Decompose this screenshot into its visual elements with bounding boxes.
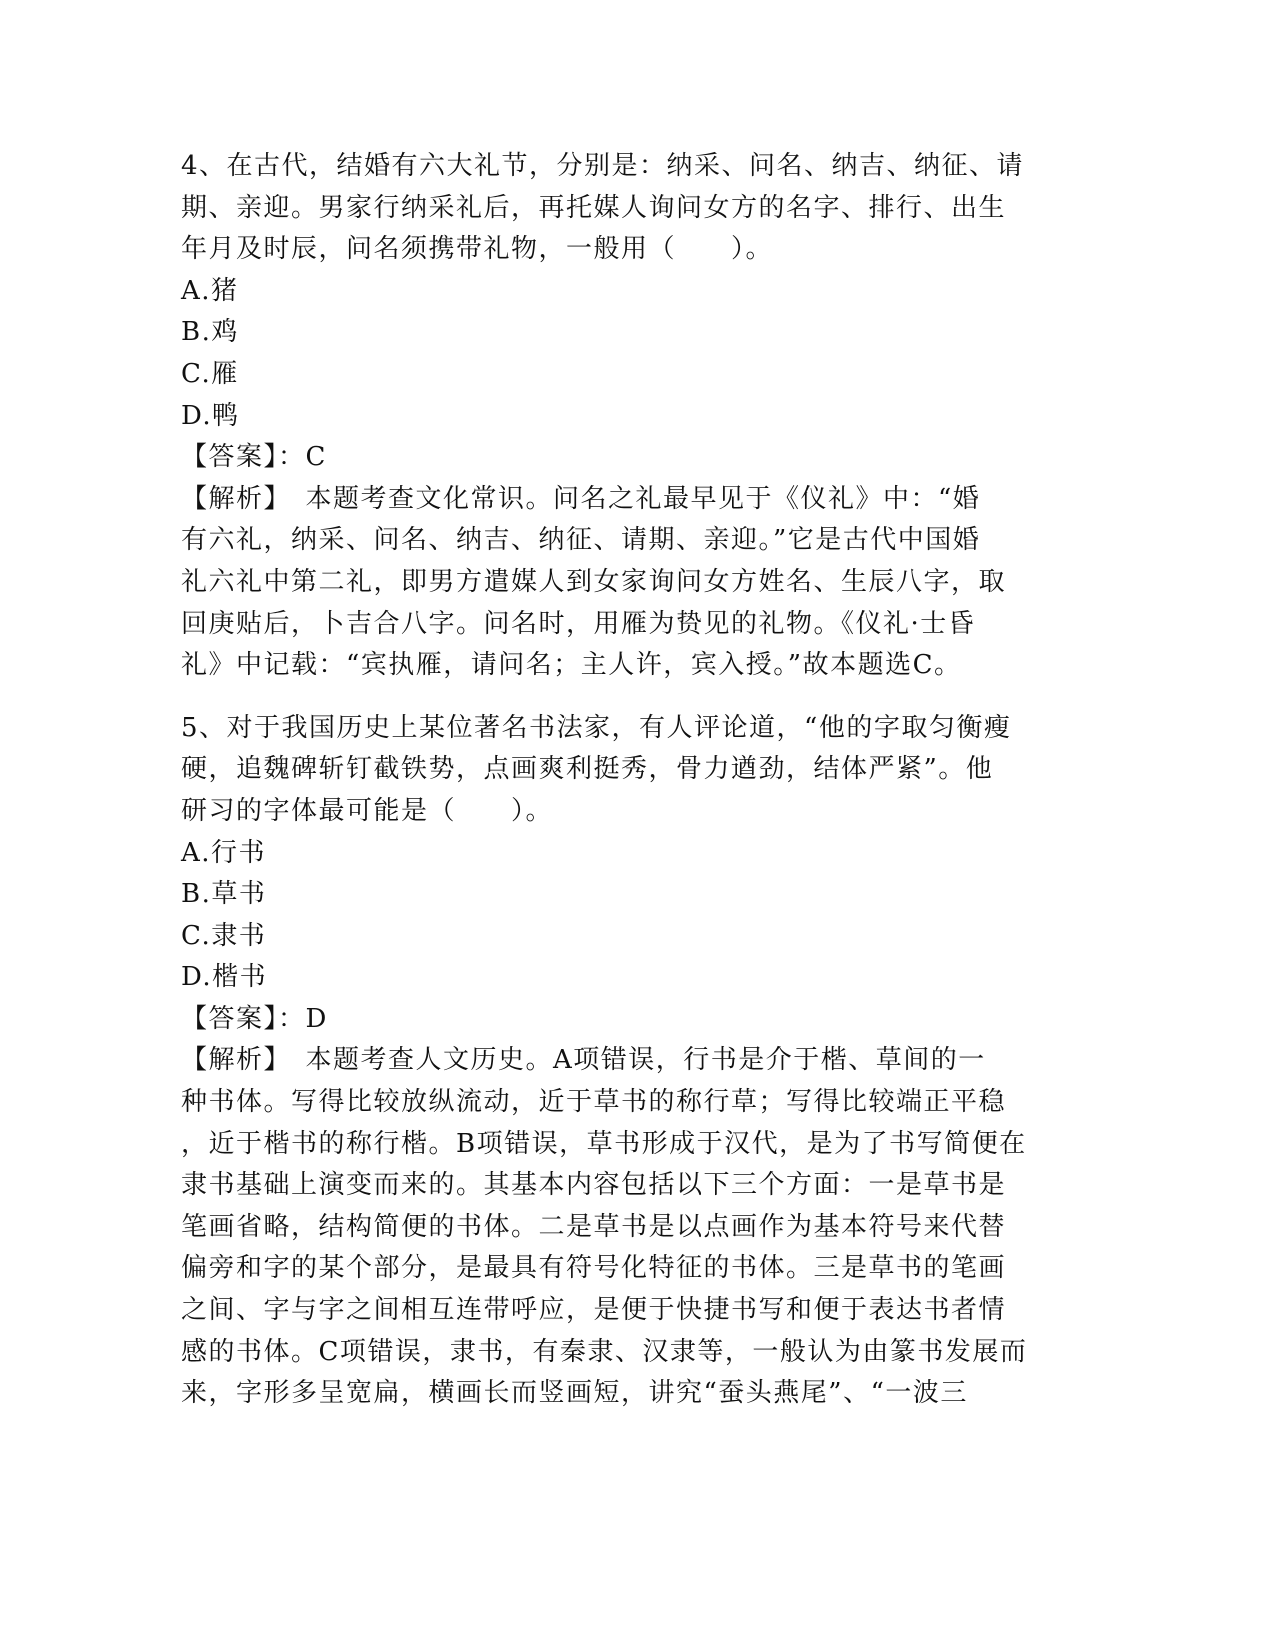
question-stem: 期、亲迎。男家行纳采礼后，再托媒人询问女方的名字、排行、出生 (181, 192, 1007, 223)
option-c: C.雁 (181, 358, 239, 389)
question-stem: 4、在古代，结婚有六大礼节，分别是：纳采、问名、纳吉、纳征、请 (181, 151, 1025, 181)
question-stem: 5、对于我国历史上某位著名书法家，有人评论道，“他的字取匀衡瘦 (181, 712, 1012, 743)
question-5 (181, 708, 1041, 1415)
question-4 (181, 146, 1041, 687)
analysis-line: 礼》中记载：“宾执雁，请问名；主人许，宾入授。”故本题选C。 (181, 650, 962, 681)
analysis-line: 种书体。写得比较放纵流动，近于草书的称行草；写得比较端正平稳 (181, 1087, 1007, 1118)
option-b: B.鸡 (181, 317, 239, 348)
analysis-line: 感的书体。C项错误，隶书，有秦隶、汉隶等，一般认为由篆书发展而 (181, 1336, 1028, 1367)
analysis-line: 偏旁和字的某个部分，是最具有符号化特征的书体。三是草书的笔画 (181, 1253, 1007, 1284)
option-a: A.猪 (181, 275, 239, 306)
analysis-line: 【解析】 本题考查人文历史。A项错误，行书是介于楷、草间的一 (181, 1045, 986, 1076)
question-stem: 研习的字体最可能是（ ）。 (181, 795, 554, 826)
question-stem: 年月及时辰，问名须携带礼物，一般用（ ）。 (181, 234, 774, 265)
question-stem: 硬，追魏碑斩钉截铁势，点画爽利挺秀，骨力遒劲，结体严紧”。他 (181, 754, 994, 785)
analysis-line: ，近于楷书的称行楷。B项错误，草书形成于汉代，是为了书写简便在 (181, 1128, 1027, 1159)
option-d: D.楷书 (181, 962, 268, 993)
analysis-line: 回庚贴后，卜吉合八字。问名时，用雁为贽见的礼物。《仪礼·士昏 (181, 608, 976, 639)
document-page (181, 146, 1041, 1415)
answer: 【答案】：D (181, 1003, 328, 1034)
answer: 【答案】：C (181, 442, 327, 473)
analysis-line: 来，字形多呈宽扁，横画长而竖画短，讲究“蚕头燕尾”、“一波三 (181, 1378, 968, 1409)
analysis-line: 笔画省略，结构简便的书体。二是草书是以点画作为基本符号来代替 (181, 1211, 1007, 1242)
analysis-line: 隶书基础上演变而来的。其基本内容包括以下三个方面：一是草书是 (181, 1170, 1007, 1201)
analysis-line: 【解析】 本题考查文化常识。问名之礼最早见于《仪礼》中：“婚 (181, 483, 981, 514)
option-a: A.行书 (181, 837, 267, 868)
option-b: B.草书 (181, 879, 267, 910)
analysis-line: 有六礼，纳采、问名、纳吉、纳征、请期、亲迎。”它是古代中国婚 (181, 525, 981, 556)
option-c: C.隶书 (181, 920, 267, 951)
analysis-line: 之间、字与字之间相互连带呼应，是便于快捷书写和便于表达书者情 (181, 1295, 1007, 1326)
analysis-line: 礼六礼中第二礼，即男方遣媒人到女家询问女方姓名、生辰八字，取 (181, 566, 1007, 597)
option-d: D.鸭 (181, 400, 240, 431)
paragraph-spacer (181, 687, 1041, 708)
